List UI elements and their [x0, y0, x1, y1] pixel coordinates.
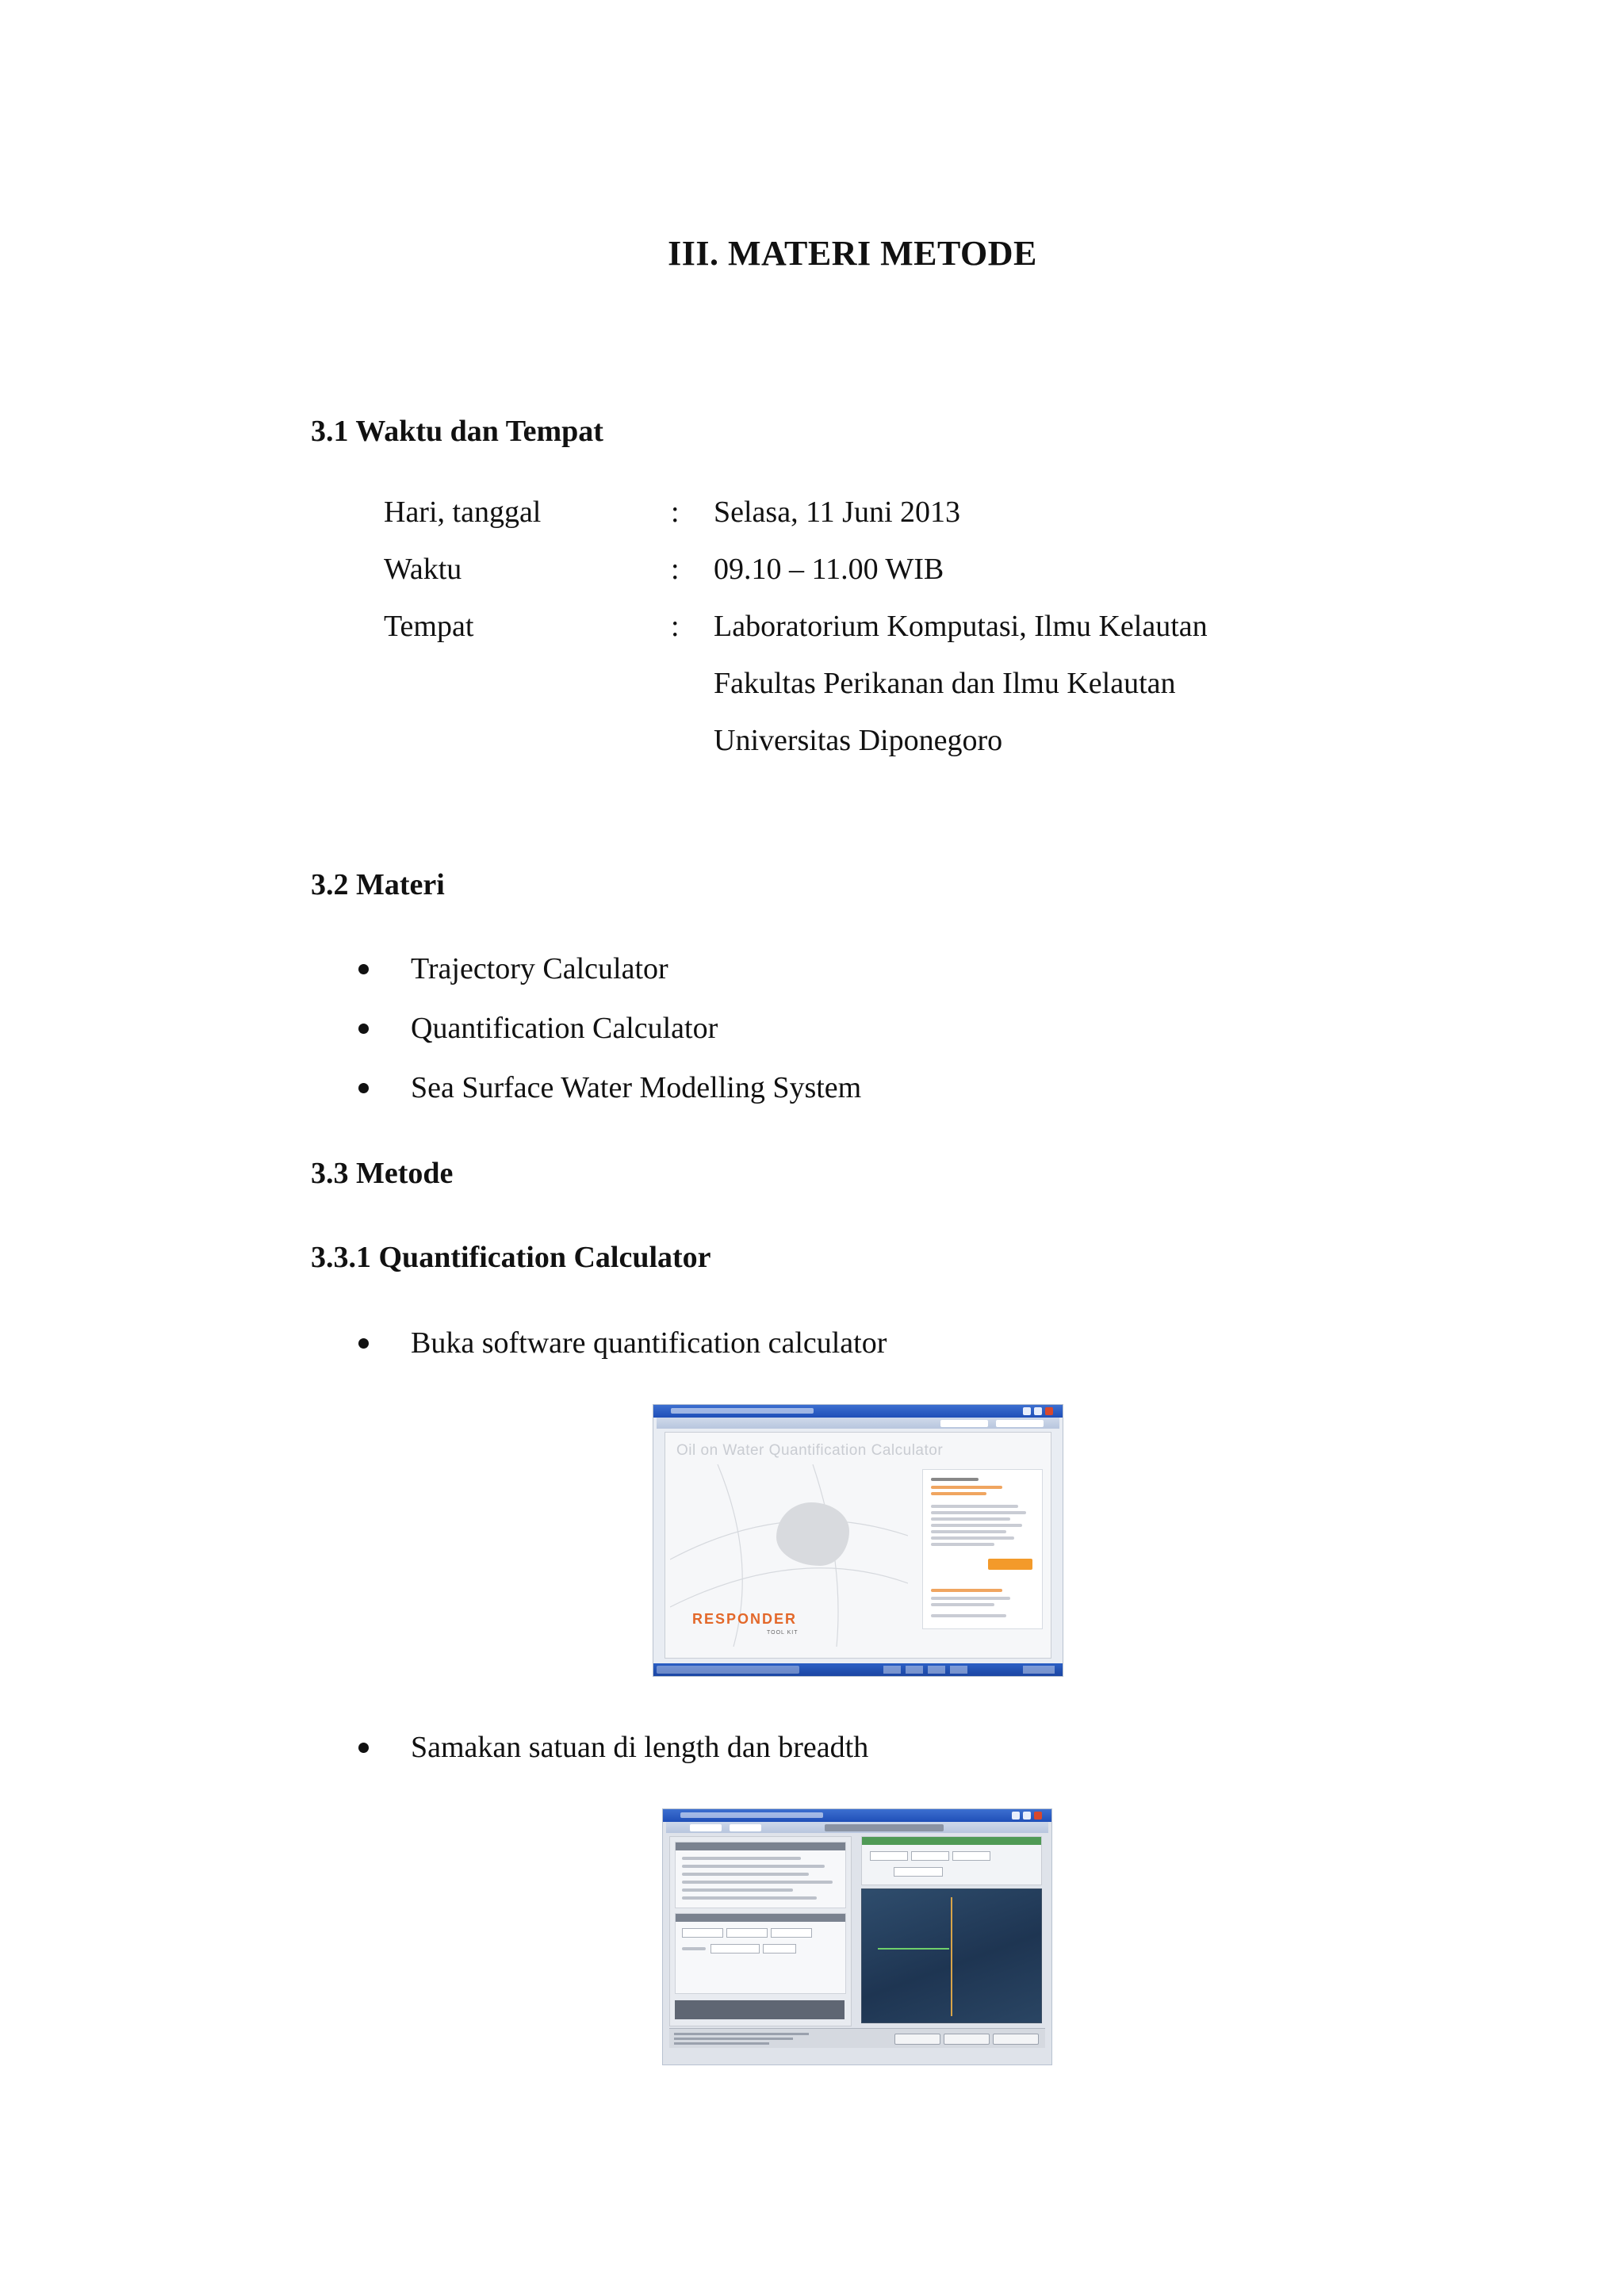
instructions-box: [675, 1842, 846, 1908]
length-breadth-box: [675, 1913, 846, 1994]
welcome-panel: [922, 1469, 1043, 1629]
bullet-icon: [358, 1743, 369, 1753]
list-item-text: Sea Surface Water Modelling System: [411, 1071, 862, 1104]
screenshot-quantification-calculator: [653, 1405, 1063, 1676]
install-button[interactable]: [894, 2034, 940, 2045]
window-titlebar: [663, 1809, 1051, 1822]
coverage-option-1[interactable]: [870, 1851, 908, 1861]
info-colon: :: [671, 610, 680, 643]
close-icon: [1045, 1407, 1053, 1415]
coverage-field[interactable]: [894, 1867, 943, 1877]
bullet-icon: [358, 964, 369, 974]
section-3-3-heading: 3.3 Metode: [311, 1157, 454, 1190]
app-canvas: [665, 1432, 1051, 1659]
info-label: Hari, tanggal: [384, 496, 542, 529]
length-field[interactable]: [710, 1944, 760, 1954]
info-colon: :: [671, 496, 680, 529]
screenshot-length-breadth: [663, 1809, 1051, 2064]
info-value: Laboratorium Komputasi, Ilmu Kelautan: [714, 610, 1208, 643]
info-place-line-3: Universitas Diponegoro: [714, 724, 1003, 757]
oil-slick-shape: [776, 1502, 849, 1566]
send-results-button[interactable]: [993, 2034, 1039, 2045]
taskbar: [653, 1663, 1063, 1676]
footer-toolbar: [669, 2028, 1045, 2048]
unit-select-breadth[interactable]: [726, 1928, 768, 1938]
app-menu-bar: [666, 1822, 1048, 1833]
section-3-2-heading: 3.2 Materi: [311, 868, 445, 901]
maximize-icon: [1034, 1407, 1042, 1415]
app-heading: Oil on Water Quantification Calculator: [676, 1442, 944, 1459]
section-3-1-heading: 3.1 Waktu dan Tempat: [311, 415, 603, 448]
info-value: Selasa, 11 Juni 2013: [714, 496, 961, 529]
unit-select-length[interactable]: [682, 1928, 723, 1938]
list-item-text: Quantification Calculator: [411, 1012, 718, 1045]
minimize-icon: [1023, 1407, 1031, 1415]
input-panel: [669, 1836, 852, 2026]
breadth-field[interactable]: [763, 1944, 796, 1954]
next-button[interactable]: [988, 1559, 1032, 1570]
bullet-icon: [358, 1083, 369, 1093]
unit-select-area[interactable]: [771, 1928, 812, 1938]
list-item-text: Trajectory Calculator: [411, 952, 668, 985]
section-3-3-1-heading: 3.3.1 Quantification Calculator: [311, 1241, 711, 1274]
page-title: III. MATERI METODE: [668, 234, 1037, 273]
coverage-option-2[interactable]: [911, 1851, 949, 1861]
coverage-option-3[interactable]: [952, 1851, 990, 1861]
info-label: Tempat: [384, 610, 474, 643]
info-label: Waktu: [384, 553, 462, 586]
minimize-icon: [1012, 1812, 1020, 1820]
info-colon: :: [671, 553, 680, 586]
app-menu-bar: [657, 1418, 1059, 1429]
list-item-text: Buka software quantification calculator: [411, 1326, 887, 1360]
generate-button[interactable]: [944, 2034, 990, 2045]
close-icon: [1034, 1812, 1042, 1820]
bullet-icon: [358, 1024, 369, 1034]
window-titlebar: [653, 1405, 1063, 1418]
maximize-icon: [1023, 1812, 1031, 1820]
responder-logo-sub: TOOL KIT: [767, 1630, 799, 1636]
coverage-panel: [861, 1836, 1042, 1885]
sea-surface-image: [861, 1888, 1042, 2023]
total-area-bar: [675, 2000, 845, 2019]
responder-logo: RESPONDER: [692, 1611, 798, 1627]
list-item-text: Samakan satuan di length dan breadth: [411, 1731, 869, 1764]
info-value: 09.10 – 11.00 WIB: [714, 553, 944, 586]
info-place-line-2: Fakultas Perikanan dan Ilmu Kelautan: [714, 667, 1176, 700]
bullet-icon: [358, 1338, 369, 1349]
